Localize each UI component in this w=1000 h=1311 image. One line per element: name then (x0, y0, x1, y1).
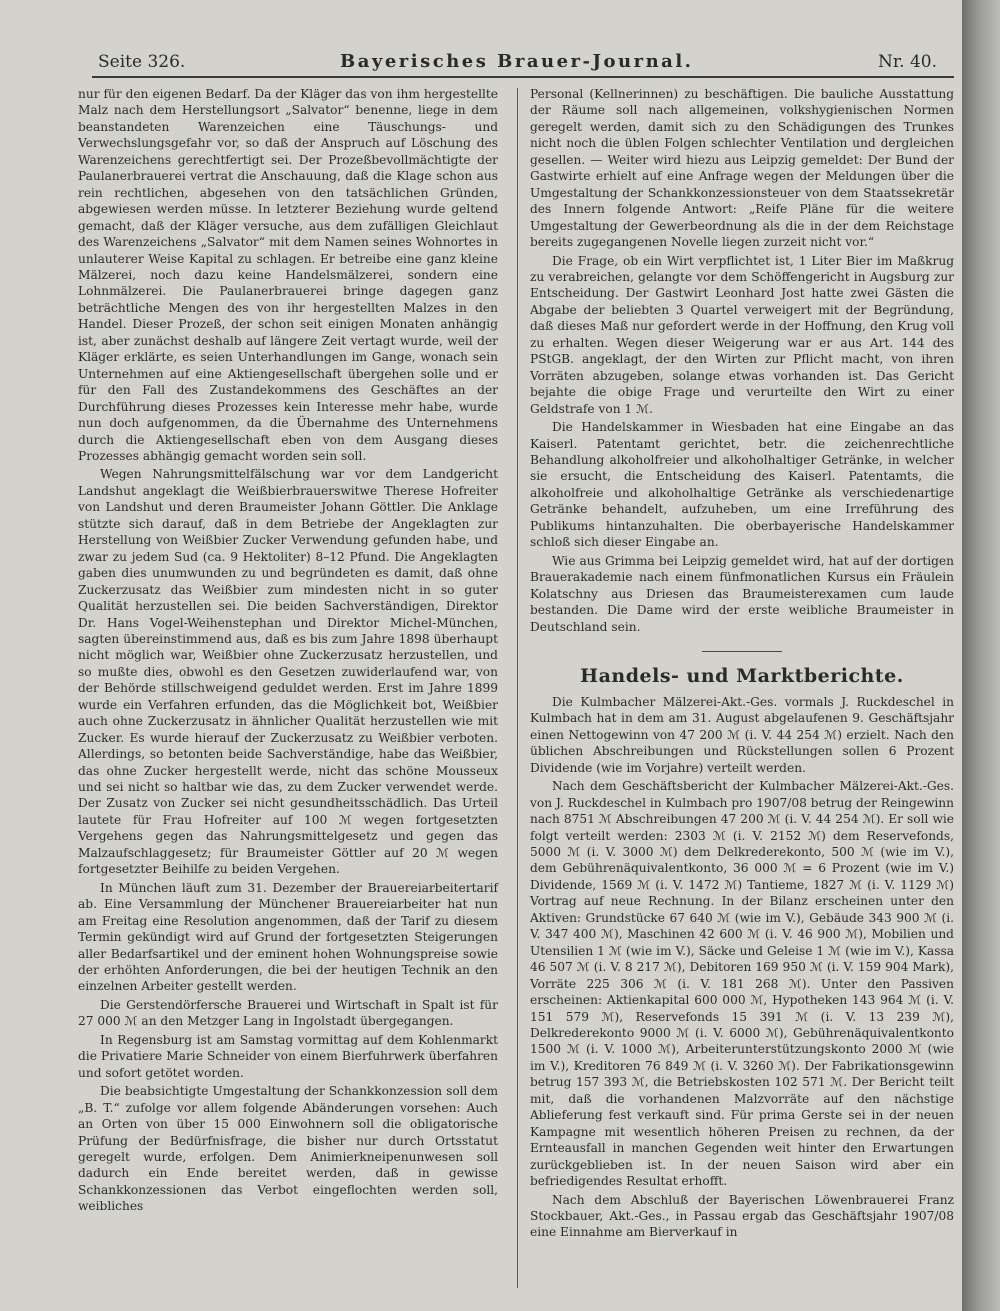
article-paragraph: Wegen Nahrungsmittelfälschung war vor dem Landgericht Landshut angeklagt die Weißbierbrauerswitwe Therese Hofreiter von Landshut und deren Braumeister Johann Göttler. Die Anklage stützte sich darauf, daß in dem Betriebe der Angeklagten zur Herstellung von Weißbier Zucker Verwendung gefunden habe, und zwar zu jedem Sud (ca. 9 Hektoliter) 8–12 Pfund. Die Angeklagten gaben dies unumwunden zu und begründeten es damit, daß ohne Zuckerzusatz das Weißbier zum mindesten nicht in so guter Qualität herzustellen sei. Die beiden Sachverständigen, Direktor Dr. Hans Vogel-Weihenstephan und Direktor Michel-München, sagten übereinstimmend aus, daß es bis zum Jahre 1898 überhaupt nicht möglich war, Weißbier ohne Zuckerzusatz herzustellen, und so mußte dies, obwohl es den Gesetzen zuwiderlaufend war, von der Behörde stillschweigend geduldet werden. Erst im Jahre 1899 wurde ein Verfahren erfunden, das die Möglichkeit bot, Weißbier auch ohne Zuckerzusatz in ähnlicher Qualität herzustellen wie mit Zucker. Es wurde hierauf der Zuckerzusatz zu Weißbier verboten. Allerdings, so betonten beide Sachverständige, habe das Weißbier, das ohne Zucker hergestellt werde, nicht das schöne Mousseux und sei nicht so haltbar wie das, zu dem Zucker verwendet werde. Der Zusatz von Zucker sei nicht gesundheitsschädlich. Das Urteil lautete für Frau Hofreiter auf 100 ℳ wegen fortgesetzten Vergehens gegen das Nahrungsmittelgesetz und gegen das Malzaufschlaggesetz; für Braumeister Göttler auf 20 ℳ wegen fortgesetzter Beihilfe zu beiden Vergehen. (78, 467, 498, 877)
issue-number: Nr. 40. (878, 52, 937, 72)
section-rule (702, 651, 782, 652)
report-paragraph: Die Kulmbacher Mälzerei-Akt.-Ges. vormals J. Ruckdeschel in Kulmbach hat in dem am 31. August abgelaufenen 9. Geschäftsjahr einen Nettogewinn von 47 200 ℳ (i. V. 44 254 ℳ) erzielt. Nach den üblichen Abschreibungen und Rückstellungen sollen 6 Prozent Dividende (wie im Vorjahre) verteilt werden. (530, 694, 954, 775)
header-rule (92, 76, 954, 78)
report-paragraph: Nach dem Geschäftsbericht der Kulmbacher Mälzerei-Akt.-Ges. von J. Ruckdeschel in Kulmbach pro 1907/08 betrug der Reingewinn nach 8751 ℳ Abschreibungen 47 200 ℳ (i. V. 44 254 ℳ). Er soll wie folgt verteilt werden: 2303 ℳ (i. V. 2152 ℳ) dem Reservefonds, 5000 ℳ (i. V. 3000 ℳ) dem Delkrederekonto, 500 ℳ (wie im V.), dem Gebührenäquivalentkonto, 36 000 ℳ = 6 Prozent (wie im V.) Dividende, 1569 ℳ (i. V. 1472 ℳ) Tantieme, 1827 ℳ (i. V. 1129 ℳ) Vortrag auf neue Rechnung. In der Bilanz erscheinen unter den Aktiven: Grundstücke 67 640 ℳ (wie im V.), Gebäude 343 900 ℳ (i. V. 347 400 ℳ), Maschinen 42 600 ℳ (i. V. 46 900 ℳ), Mobilien und Utensilien 1 ℳ (wie im V.), Säcke und Geleise 1 ℳ (wie im V.), Kassa 46 507 ℳ (i. V. 8 217 ℳ), Debitoren 169 950 ℳ (i. V. 159 904 Mark), Vorräte 225 306 ℳ (i. V. 181 268 ℳ). Unter den Passiven erscheinen: Aktienkapital 600 000 ℳ, Hypotheken 143 964 ℳ (i. V. 151 579 ℳ), Reservefonds 15 391 ℳ (i. V. 13 239 ℳ), Delkrederekonto 9000 ℳ (i. V. 6000 ℳ), Gebührenäquivalentkonto 1500 ℳ (i. V. 1000 ℳ), Arbeiterunterstützungskonto 2000 ℳ (wie im V.), Kreditoren 76 849 ℳ (i. V. 3260 ℳ). Der Fabrikationsgewinn betrug 157 393 ℳ, die Betriebskosten 102 571 ℳ. Der Bericht teilt mit, daß die vorhandenen Malzvorräte auf den nächstige Ablieferung fest verkauft sind. Für prima Gerste sei in der neuen Kampagne mit wesentlich höheren Preisen zu rechnen, da der Ernteausfall in manchen Gegenden weit hinter den Erwartungen zurückgeblieben ist. In der neuen Saison wird aber ein befriedigendes Resultat erhofft. (530, 779, 954, 1189)
right-column (530, 86, 954, 1241)
left-column (78, 86, 498, 1215)
article-paragraph: Die Frage, ob ein Wirt verpflichtet ist, 1 Liter Bier im Maßkrug zu verabreichen, gelangte vor dem Schöffengericht in Augsburg zur Entscheidung. Der Gastwirt Leonhard Jost hatte zwei Gästen die Abgabe der beliebten 3 Quartel verweigert mit der Begründung, daß dieses Maß nur gefordert werde in der Hoffnung, den Krug voll zu erhalten. Wegen dieser Weigerung war er aus Art. 144 des PStGB. angeklagt, der den Wirten zur Pflicht macht, von ihren Vorräten abzugeben, solange etwas vorhanden ist. Das Gericht bejahte die obige Frage und verurteilte den Wirt zu einer Geldstrafe von 1 ℳ. (530, 253, 954, 416)
article-paragraph: In München läuft zum 31. Dezember der Brauereiarbeitertarif ab. Eine Versammlung der Münchener Brauereiarbeiter hat nun am Freitag eine Resolution angenommen, daß der Tarif zu diesem Termin gekündigt wird auf Grund der fortgesetzten Steigerungen aller Bedarfsartikel und der eminent hohen Wohnungspreise sowie der erhöhten Anforderungen, die bei der heutigen Technik an den einzelnen Arbeiter gestellt werden. (78, 880, 498, 994)
section-heading: Handels- und Marktberichte. (580, 664, 904, 687)
article-paragraph: nur für den eigenen Bedarf. Da der Kläger das von ihm hergestellte Malz nach dem Herstellungsort „Salvator“ benenne, liege in dem beanstandeten Warenzeichen eine Täuschungs- und Verwechslungsgefahr vor, so daß der Anspruch auf Löschung des Warenzeichens gerechtfertigt sei. Der Prozeßbevollmächtigte der Paulanerbrauerei vertrat die Anschauung, daß die Klage schon aus rein rechtlichen, abgesehen von den tatsächlichen Gründen, abgewiesen werden müsse. In letzterer Beziehung wurde geltend gemacht, daß der Kläger versuche, aus dem zufälligen Gleichlaut des Warenzeichens „Salvator“ mit dem Namen seines Wohnortes in unlauterer Weise Kapital zu schlagen. Er betreibe eine ganz kleine Mälzerei, noch dazu keine Handelsmälzerei, sondern eine Lohnmälzerei. Die Paulanerbrauerei bringe dagegen ganz beträchtliche Mengen des von ihr hergestellten Malzes in den Handel. Dieser Prozeß, der schon seit einigen Monaten anhängig ist, aber zunächst deshalb auf längere Zeit vertagt wurde, weil der Kläger erklärte, es seien Unterhandlungen im Gange, wonach sein Unternehmen auf eine Aktiengesellschaft übergehen solle und er für den Fall des Zustandekommens des Geschäftes an der Durchführung dieses Prozesses kein Interesse mehr habe, wurde nun doch aufgenommen, da die Übernahme des Unternehmens durch die Aktiengesellschaft eben von dem Ausgang dieses Prozesses abhängig gemacht worden sein soll. (78, 87, 498, 463)
article-paragraph: Die Handelskammer in Wiesbaden hat eine Eingabe an das Kaiserl. Patentamt gerichtet, betr. die zeichenrechtliche Behandlung alkoholfreier und alkoholhaltiger Getränke, in welcher sie ersucht, die Entscheidung des Kaiserl. Patentamts, die alkoholfreie und alkoholhaltige Getränke als verschiedenartige Getränke behandelt, aufzuheben, um eine Irreführung des Publikums hintanzuhalten. Die oberbayerische Handelskammer schloß sich dieser Eingabe an. (530, 420, 954, 550)
book-spine (962, 0, 1000, 1311)
article-paragraph: Personal (Kellnerinnen) zu beschäftigen. Die bauliche Ausstattung der Räume soll nach allgemeinen, volkshygienischen Normen geregelt werden, damit sich zu den Schädigungen des Trunkes nicht noch die üblen Folgen schlechter Ventilation und dergleichen gesellen. — Weiter wird hiezu aus Leipzig gemeldet: Der Bund der Gastwirte erhielt auf eine Anfrage wegen der Meldungen über die Umgestaltung der Schankkonzessionsteuer von dem Staatssekretär des Innern folgende Antwort: „Reife Pläne für die weitere Umgestaltung der Gewerbeordnung als die in der dem Reichstage bereits zugegangenen Novelle liegen zurzeit nicht vor.“ (530, 87, 954, 250)
page-number: Seite 326. (98, 52, 186, 72)
journal-title: Bayerisches Brauer-Journal. (340, 51, 694, 72)
article-paragraph: In Regensburg ist am Samstag vormittag auf dem Kohlenmarkt die Privatiere Marie Schneider von einem Bierfuhrwerk überfahren und sofort getötet worden. (78, 1032, 498, 1080)
article-paragraph: Die Gerstendörfersche Brauerei und Wirtschaft in Spalt ist für 27 000 ℳ an den Metzger Lang in Ingolstadt übergegangen. (78, 997, 498, 1029)
article-paragraph: Wie aus Grimma bei Leipzig gemeldet wird, hat auf der dortigen Brauerakademie nach einem fünfmonatlichen Kursus ein Fräulein Kolatschny aus Driesen das Braumeisterexamen cum laude bestanden. Die Dame wird der erste weibliche Braumeister in Deutschland sein. (530, 553, 954, 634)
column-divider (517, 88, 518, 1288)
article-paragraph: Die beabsichtigte Umgestaltung der Schankkonzession soll dem „B. T.“ zufolge vor allem folgende Abänderungen vorsehen: Auch an Orten von über 15 000 Einwohnern soll die obligatorische Prüfung der Bedürfnisfrage, die bisher nur durch Ortsstatut geregelt wurde, erfolgen. Dem Animierkneipenunwesen soll dadurch ein Ende bereitet werden, daß in gewisse Schankkonzessionen das Verbot eingeflochten werden soll, weibliches (78, 1084, 498, 1214)
report-paragraph: Nach dem Abschluß der Bayerischen Löwenbrauerei Franz Stockbauer, Akt.-Ges., in Passau ergab das Geschäftsjahr 1907/08 eine Einnahme am Bierverkauf in (530, 1192, 954, 1240)
